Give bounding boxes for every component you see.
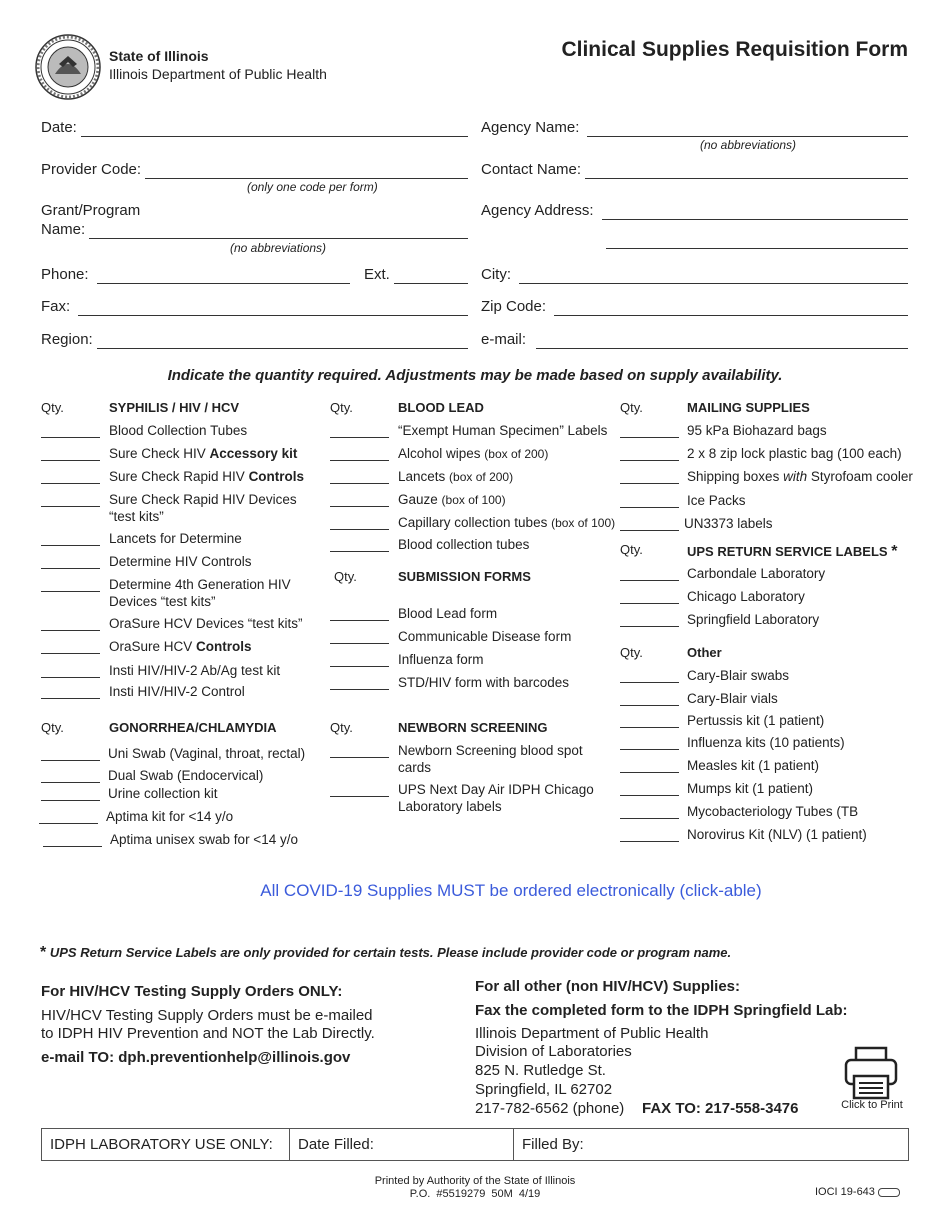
qty-input[interactable] — [41, 782, 100, 783]
agency-name-label: Agency Name: — [481, 119, 580, 136]
region-field[interactable] — [41, 331, 468, 349]
union-bug-icon — [878, 1188, 900, 1197]
section-other: Other — [687, 645, 722, 660]
ups-labels-note: * UPS Return Service Labels are only provided for certain tests. Please include provider code or program name. — [40, 944, 732, 961]
city-label: City: — [481, 266, 511, 283]
agency-address-label: Agency Address: — [481, 202, 594, 219]
agency-address-line2[interactable] — [606, 248, 908, 249]
qty-input[interactable] — [620, 841, 679, 842]
qty-input[interactable] — [620, 626, 679, 627]
ioci-code: IOCI 19-643 — [815, 1186, 900, 1198]
item-lancets-determine: Lancets for Determine — [109, 531, 242, 546]
zip-code-field[interactable] — [481, 298, 908, 316]
lab-phone: 217-782-6562 (phone) — [475, 1100, 625, 1117]
item-ice-packs: Ice Packs — [687, 493, 746, 508]
ext-field[interactable] — [364, 266, 468, 284]
lab-address-line4: Springfield, IL 62702 — [475, 1081, 613, 1098]
qty-header: Qty. — [41, 720, 64, 735]
item-pertussis-kit: Pertussis kit (1 patient) — [687, 713, 825, 728]
agency-name-field[interactable] — [481, 119, 908, 137]
section-newborn-screening: NEWBORN SCREENING — [398, 720, 548, 735]
qty-input[interactable] — [330, 620, 389, 621]
phone-label: Phone: — [41, 266, 89, 283]
provider-code-field[interactable] — [41, 161, 468, 179]
qty-input[interactable] — [41, 760, 100, 761]
qty-input[interactable] — [620, 682, 679, 683]
contact-name-field[interactable] — [481, 161, 908, 179]
item-insti-test-kit: Insti HIV/HIV-2 Ab/Ag test kit — [109, 663, 281, 678]
qty-header: Qty. — [330, 400, 353, 415]
section-ups-return-labels: UPS RETURN SERVICE LABELS * — [687, 543, 898, 560]
hiv-orders-heading: For HIV/HCV Testing Supply Orders ONLY: — [41, 983, 343, 1000]
region-label: Region: — [41, 331, 93, 348]
city-field[interactable] — [481, 266, 908, 284]
qty-input[interactable] — [330, 460, 389, 461]
item-urine-collection-kit: Urine collection kit — [108, 786, 218, 801]
item-mycobacteriology-tubes: Mycobacteriology Tubes (TB — [687, 804, 859, 819]
item-newborn-blood-spot-cards: Newborn Screening blood spot cards — [398, 743, 583, 775]
section-submission-forms: SUBMISSION FORMS — [398, 569, 531, 584]
grant-program-field[interactable] — [41, 221, 468, 239]
qty-input[interactable] — [620, 437, 679, 438]
qty-input[interactable] — [41, 460, 100, 461]
item-lancets: Lancets (box of 200) — [398, 469, 514, 484]
qty-input[interactable] — [620, 705, 679, 706]
zip-code-label: Zip Code: — [481, 298, 547, 315]
fax-label: Fax: — [41, 298, 71, 315]
filled-by-cell[interactable]: Filled By: — [522, 1136, 584, 1153]
qty-input[interactable] — [620, 603, 679, 604]
item-influenza-kits: Influenza kits (10 patients) — [687, 735, 845, 750]
grant-label-line2: Name: — [41, 221, 86, 238]
date-label: Date: — [41, 119, 77, 136]
item-std-hiv-form: STD/HIV form with barcodes — [398, 675, 570, 690]
item-communicable-disease-form: Communicable Disease form — [398, 629, 572, 644]
ext-label: Ext. — [364, 266, 390, 283]
qty-input[interactable] — [620, 580, 679, 581]
item-norovirus-kit: Norovirus Kit (NLV) (1 patient) — [687, 827, 867, 842]
email-field[interactable] — [481, 331, 908, 349]
print-button-label[interactable]: Click to Print — [841, 1099, 903, 1111]
section-syphilis-hiv-hcv: SYPHILIS / HIV / HCV — [109, 400, 240, 415]
state-seal-logo — [35, 34, 101, 100]
qty-input[interactable] — [41, 800, 100, 801]
qty-input[interactable] — [41, 437, 100, 438]
item-sure-check-controls: Sure Check Rapid HIV Controls — [109, 469, 305, 484]
item-chicago-lab: Chicago Laboratory — [687, 589, 805, 604]
lab-address-line2: Division of Laboratories — [475, 1043, 632, 1060]
hiv-orders-line2: to IDPH HIV Prevention and NOT the Lab Directly. — [41, 1025, 375, 1042]
item-blood-lead-form: Blood Lead form — [398, 606, 498, 621]
qty-input[interactable] — [330, 666, 389, 667]
qty-input[interactable] — [330, 643, 389, 644]
section-gonorrhea-chlamydia: GONORRHEA/CHLAMYDIA — [109, 720, 277, 735]
lab-fax: FAX TO: 217-558-3476 — [642, 1100, 799, 1117]
qty-input[interactable] — [620, 818, 679, 819]
fax-field[interactable] — [41, 298, 468, 316]
grant-label-line1: Grant/Program — [41, 202, 141, 219]
qty-input[interactable] — [41, 591, 100, 592]
qty-input[interactable] — [41, 545, 100, 546]
qty-input[interactable] — [330, 796, 389, 797]
qty-input[interactable] — [620, 772, 679, 773]
other-orders-heading: For all other (non HIV/HCV) Supplies: — [475, 978, 741, 995]
item-alcohol-wipes: Alcohol wipes (box of 200) — [398, 446, 549, 461]
agency-address-field[interactable] — [481, 202, 908, 220]
section-mailing-supplies: MAILING SUPPLIES — [687, 400, 810, 415]
qty-input[interactable] — [620, 749, 679, 750]
qty-input[interactable] — [330, 757, 389, 758]
hiv-orders-email: e-mail TO: dph.preventionhelp@illinois.gov — [41, 1049, 351, 1066]
item-determine-4th-gen: Determine 4th Generation HIV Devices “test kits” — [109, 577, 291, 609]
qty-input[interactable] — [43, 846, 102, 847]
qty-input[interactable] — [330, 437, 389, 438]
date-field[interactable] — [41, 119, 468, 137]
qty-header: Qty. — [334, 569, 357, 584]
qty-input[interactable] — [41, 698, 100, 699]
lab-address-line1: Illinois Department of Public Health — [475, 1025, 709, 1042]
item-gauze: Gauze (box of 100) — [398, 492, 506, 507]
item-exempt-labels: “Exempt Human Specimen” Labels — [398, 423, 608, 438]
item-biohazard-bags: 95 kPa Biohazard bags — [687, 423, 827, 438]
item-zip-lock-bag: 2 x 8 zip lock plastic bag (100 each) — [687, 446, 902, 461]
item-aptima-kit: Aptima kit for <14 y/o — [106, 809, 234, 824]
item-insti-control: Insti HIV/HIV-2 Control — [109, 684, 245, 699]
qty-input[interactable] — [41, 653, 100, 654]
lab-address-line3: 825 N. Rutledge St. — [475, 1062, 606, 1079]
qty-input[interactable] — [330, 529, 389, 530]
item-dual-swab: Dual Swab (Endocervical) — [108, 768, 264, 783]
item-carbondale-lab: Carbondale Laboratory — [687, 566, 826, 581]
item-measles-kit: Measles kit (1 patient) — [687, 758, 820, 773]
covid-ordering-link[interactable]: All COVID-19 Supplies MUST be ordered electronically (click-able) — [260, 881, 762, 900]
provider-code-note: (only one code per form) — [247, 180, 378, 194]
printed-by-authority: Printed by Authority of the State of Illinois — [374, 1175, 576, 1187]
item-springfield-lab: Springfield Laboratory — [687, 612, 820, 627]
item-blood-collection-tubes-lead: Blood collection tubes — [398, 537, 530, 552]
item-sure-check-devices: Sure Check Rapid HIV Devices “test kits” — [109, 492, 297, 524]
qty-input[interactable] — [41, 677, 100, 678]
qty-input[interactable] — [39, 823, 98, 824]
qty-input[interactable] — [620, 530, 679, 531]
item-aptima-unisex-swab: Aptima unisex swab for <14 y/o — [110, 832, 298, 847]
qty-header: Qty. — [620, 400, 643, 415]
provider-code-label: Provider Code: — [41, 161, 142, 178]
item-capillary-tubes: Capillary collection tubes (box of 100) — [398, 515, 616, 530]
quantity-instruction: Indicate the quantity required. Adjustments may be made based on supply availability. — [167, 367, 783, 384]
lab-use-only-box — [41, 1128, 909, 1161]
qty-header: Qty. — [330, 720, 353, 735]
qty-input[interactable] — [41, 506, 100, 507]
qty-input[interactable] — [620, 795, 679, 796]
qty-header: Qty. — [41, 400, 64, 415]
qty-input[interactable] — [41, 483, 100, 484]
qty-header: Qty. — [620, 645, 643, 660]
qty-input[interactable] — [330, 689, 389, 690]
po-number: P.O. #5519279 50M 4/19 — [409, 1188, 541, 1200]
hiv-orders-line1: HIV/HCV Testing Supply Orders must be e-mailed — [41, 1007, 373, 1024]
qty-input[interactable] — [620, 460, 679, 461]
item-shipping-boxes: Shipping boxes with Styrofoam cooler — [687, 469, 913, 484]
phone-field[interactable] — [41, 266, 350, 284]
grant-note: (no abbreviations) — [230, 241, 327, 255]
item-un3373-labels: UN3373 labels — [684, 516, 773, 531]
page-title: Clinical Supplies Requisition Form — [561, 38, 908, 61]
item-sure-check-accessory-kit: Sure Check HIV Accessory kit — [109, 446, 298, 461]
item-orasure-devices: OraSure HCV Devices “test kits” — [109, 616, 303, 631]
item-mumps-kit: Mumps kit (1 patient) — [687, 781, 814, 796]
date-filled-cell[interactable]: Date Filled: — [290, 1129, 514, 1160]
email-label: e-mail: — [481, 331, 527, 348]
item-cary-blair-vials: Cary-Blair vials — [687, 691, 778, 706]
qty-input[interactable] — [330, 551, 389, 552]
item-determine-controls: Determine HIV Controls — [109, 554, 252, 569]
qty-input[interactable] — [41, 568, 100, 569]
contact-name-label: Contact Name: — [481, 161, 582, 178]
item-blood-collection-tubes: Blood Collection Tubes — [109, 423, 248, 438]
qty-input[interactable] — [330, 483, 389, 484]
qty-input[interactable] — [41, 630, 100, 631]
item-uni-swab: Uni Swab (Vaginal, throat, rectal) — [108, 746, 306, 761]
agency-name-note: (no abbreviations) — [700, 138, 797, 152]
qty-header: Qty. — [620, 542, 643, 557]
org-department: Illinois Department of Public Health — [109, 66, 327, 82]
qty-input[interactable] — [620, 507, 679, 508]
item-cary-blair-swabs: Cary-Blair swabs — [687, 668, 790, 683]
item-orasure-controls: OraSure HCV Controls — [109, 639, 252, 654]
qty-input[interactable] — [330, 506, 389, 507]
item-influenza-form: Influenza form — [398, 652, 484, 667]
lab-use-label: IDPH LABORATORY USE ONLY: — [42, 1129, 290, 1160]
qty-input[interactable] — [620, 483, 679, 484]
section-blood-lead: BLOOD LEAD — [398, 400, 484, 415]
item-ups-next-day-labels: UPS Next Day Air IDPH Chicago Laboratory labels — [398, 782, 594, 814]
other-orders-subheading: Fax the completed form to the IDPH Springfield Lab: — [475, 1002, 848, 1019]
qty-input[interactable] — [620, 727, 679, 728]
printer-icon[interactable] — [838, 1046, 904, 1106]
org-state: State of Illinois — [109, 48, 209, 64]
